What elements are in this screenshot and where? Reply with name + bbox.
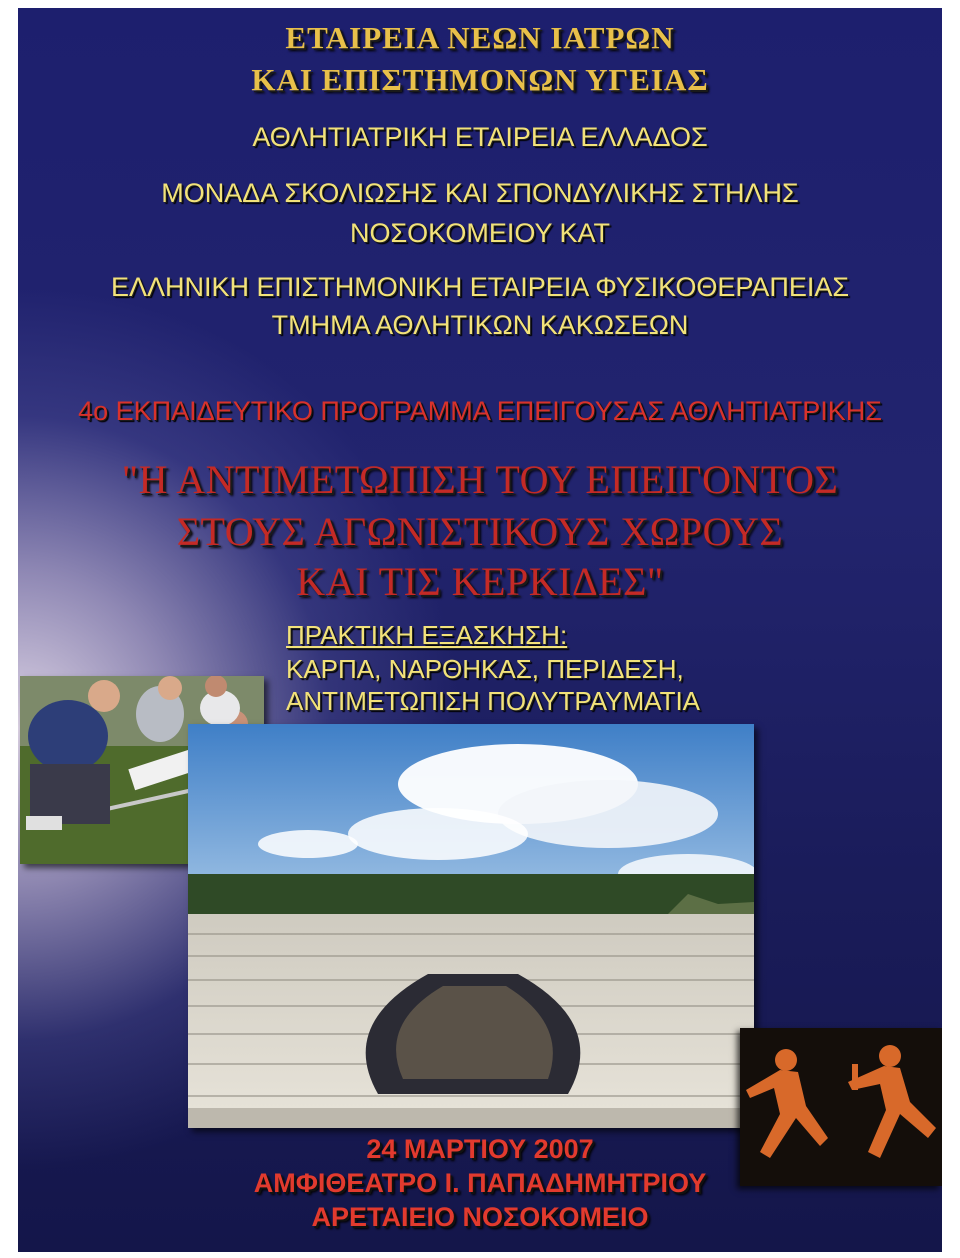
event-hospital: ΑΡΕΤΑΙΕΙΟ ΝΟΣΟΚΟΜΕΙΟ	[311, 1202, 649, 1232]
organizer-sports-medicine: ΑΘΛΗΤΙΑΤΡΙΚΗ ΕΤΑΙΡΕΙΑ ΕΛΛΑΔΟΣ	[252, 122, 708, 152]
poster	[18, 8, 942, 1252]
practice-line2: ΑΝΤΙΜΕΤΩΠΙΣΗ ΠΟΛΥΤΡΑΥΜΑΤΙΑ	[286, 686, 701, 716]
program-title-line1: "Η ΑΝΤΙΜΕΤΩΠΙΣΗ ΤΟΥ ΕΠΕΙΓΟΝΤΟΣ	[121, 457, 839, 502]
event-venue: ΑΜΦΙΘΕΑΤΡΟ Ι. ΠΑΠΑΔΗΜΗΤΡΙΟΥ	[253, 1168, 707, 1198]
program-title-line3: ΚΑΙ ΤΙΣ ΚΕΡΚΙΔΕΣ"	[296, 559, 664, 604]
practice-line1: ΚΑΡΠΑ, ΝΑΡΘΗΚΑΣ, ΠΕΡΙΔΕΣΗ,	[286, 654, 684, 684]
org-title-line2: ΚΑΙ ΕΠΙΣΤΗΜΟΝΩΝ ΥΓΕΙΑΣ	[251, 62, 709, 97]
org-title-line1: ΕΤΑΙΡΕΙΑ ΝΕΩΝ ΙΑΤΡΩΝ	[285, 20, 675, 55]
event-date: 24 ΜΑΡΤΙΟΥ 2007	[366, 1134, 594, 1164]
organizer-sports-injuries: ΤΜΗΜΑ ΑΘΛΗΤΙΚΩΝ ΚΑΚΩΣΕΩΝ	[271, 310, 689, 340]
program-title-line2: ΣΤΟΥΣ ΑΓΩΝΙΣΤΙΚΟΥΣ ΧΩΡΟΥΣ	[176, 509, 784, 554]
panathenaic-stadium-photo	[188, 724, 754, 1128]
practice-heading: ΠΡΑΚΤΙΚΗ ΕΞΑΣΚΗΣΗ:	[286, 620, 568, 650]
organizer-kat-hospital: ΝΟΣΟΚΟΜΕΙΟΥ ΚΑΤ	[349, 218, 611, 248]
program-name: 4ο ΕΚΠΑΙΔΕΥΤΙΚΟ ΠΡΟΓΡΑΜΜΑ ΕΠΕΙΓΟΥΣΑΣ ΑΘΛΗΤΙΑΤΡΙΚΗΣ	[78, 396, 882, 426]
organizer-scoliosis-unit: ΜΟΝΑΔΑ ΣΚΟΛΙΩΣΗΣ ΚΑΙ ΣΠΟΝΔΥΛΙΚΗΣ ΣΤΗΛΗΣ	[161, 178, 799, 208]
organizer-physio-society: ΕΛΛΗΝΙΚΗ ΕΠΙΣΤΗΜΟΝΙΚΗ ΕΤΑΙΡΕΙΑ ΦΥΣΙΚΟΘΕΡΑΠΕΙΑΣ	[110, 272, 850, 302]
